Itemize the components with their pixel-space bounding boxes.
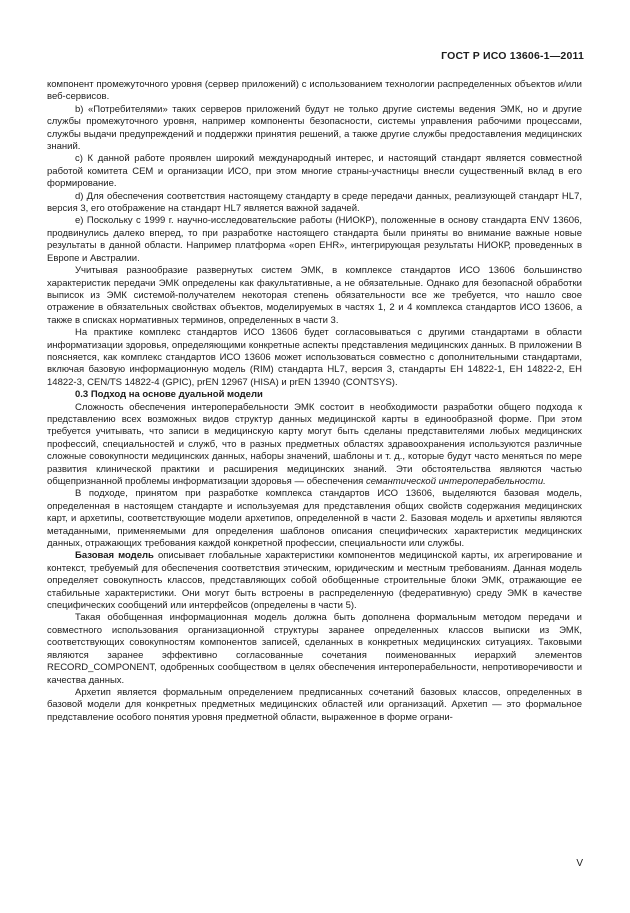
paragraph — [47, 550, 582, 612]
paragraph: компонент промежуточного уровня (сервер приложений) с использованием технологии распределенных объектов и/или веб-сервисов. — [47, 79, 582, 103]
paragraph: Такая обобщенная информационная модель должна быть дополнена формальным методом передачи и совместного использования организационной структуры заранее определенных классов выписки из ЭМК, соответствующих совокупностям компонентов записей, сделанных в конкретных медицинских ситуациях. Таковыми являются заранее эффективно согласованные сочетания поименованных иерархий элементов RECORD_COMPONENT, одобренных сообществом в целях обеспечения интероперабельности, непротиворечивости и качества данных. — [47, 612, 582, 686]
page-header-standard-id: ГОСТ Р ИСО 13606-1—2011 — [441, 50, 584, 62]
paragraph: b) «Потребителями» таких серверов приложений будут не только другие системы ведения ЭМК, но и другие службы промежуточного уровня, например компоненты безопасности, системы управления рабочими процессами, службы выдачи предупреждений и поддержки принятия решений, а также другие службы предоставления медицинских знаний. — [47, 103, 582, 153]
paragraph — [47, 402, 582, 489]
section-heading: 0.3 Подход на основе дуальной модели — [75, 389, 263, 401]
paragraph: d) Для обеспечения соответствия настоящему стандарту в среде передачи данных, реализующей стандарт HL7, версия 3, его отображение на стандарт HL7 является важной задачей. — [47, 190, 582, 215]
document-body — [47, 79, 582, 724]
italic-term: семантической интероперабельности. — [365, 476, 546, 487]
paragraph-text: описывает глобальные характеристики компонентов медицинской карты, их агрегирование и контекст, требуемый для обеспечения соответствия этическим, юридическим и местным требованиям. Данная модель определяет совокупность классов, представляющих собой обобщенные строительные блоки ЭМК, отражающие ее стабильные характеристики. Они могут быть встроены в распределенную (федеративную) среду ЭМК в качестве специфических сообщений или интерфейсов (определены в части 5). — [47, 550, 583, 612]
paragraph: Архетип является формальным определением предписанных сочетаний базовых классов, определенных в базовой модели для конкретных предметных медицинских областей или организаций. Архетип — это формальное представление особого понятия уровня предметной области, выраженное в форме ограни- — [47, 686, 582, 723]
paragraph: e) Поскольку с 1999 г. научно-исследовательские работы (НИОКР), положенные в основу стандарта ENV 13606, продвинулись далеко вперед, то при разработке настоящего стандарта были приняты во внимание важные новые результаты в данной области. Например платформа «open EHR», интегрирующая результаты НИОКР, проведенных в Европе и Австралии. — [47, 215, 582, 264]
paragraph: Учитывая разнообразие развернутых систем ЭМК, в комплексе стандартов ИСО 13606 большинство характеристик передачи ЭМК определены как факультативные, а не обязательные. Однако для безопасной обработки выписок из ЭМК системой-получателем некоторая степень обязательности все же требуется, что нашло свое отражение в обязательных свойствах объектов, моделируемых в частях 1, 2 и 4 комплекса стандартов ИСО 13606, а также в списках нормативных терминов, определенных в части 3. — [47, 265, 582, 326]
paragraph: c) К данной работе проявлен широкий международный интерес, и настоящий стандарт является совместной работой комитета CEM и организации ИСО, при этом многие страны-участницы внесли существенный вклад в его формирование. — [47, 153, 582, 190]
bold-term: Базовая модель — [75, 550, 154, 562]
paragraph-text: Сложность обеспечения интероперабельности ЭМК состоит в необходимости разработки общего подхода к представлению всех возможных видов структур данных медицинской карты в единообразной форме. При этом требуется учитывать, что записи в медицинскую карту могут быть сделаны представителями любых медицинских профессий, специальностей и служб, что в разных предметных областях здравоохранения используются различные сложные совокупности медицинских данных, наборы значений, шаблоны и т. д., которые будут часто меняться по мере развития клинической практики и расширения медицинских знаний. Эти обстоятельства являются частью общепризнанной проблемы информатизации здоровья — обеспечения — [47, 401, 582, 487]
paragraph: В подходе, принятом при разработке комплекса стандартов ИСО 13606, выделяются базовая модель, определенная в настоящем стандарте и используемая для представления общих свойств содержания медицинских карт, и архетипы, соответствующие модели архетипов, определенной в части 2. Базовая модель и архетипы являются метаданными, применяемыми для определения шаблонов описания специфических характеристик медицинских данных, отражающих требования каждой конкретной профессии, специальности или службы. — [47, 488, 582, 550]
page-number: V — [576, 858, 583, 869]
paragraph: На практике комплекс стандартов ИСО 13606 будет согласовываться с другими стандартами в области информатизации здоровья, определяющими конкретные аспекты представления медицинских данных. В приложении В поясняется, как комплекс стандартов ИСО 13606 может использоваться совместно с дополнительными стандартами, включая базовую информационную модель (RIM) стандарта HL7, версия 3, стандарты ЕН 14822-1, ЕН 14822-2, ЕН 14822-3, CEN/TS 14822-4 (GPIC), prEN 12967 (HISA) и prEN 13940 (CONTSYS). — [47, 327, 582, 388]
